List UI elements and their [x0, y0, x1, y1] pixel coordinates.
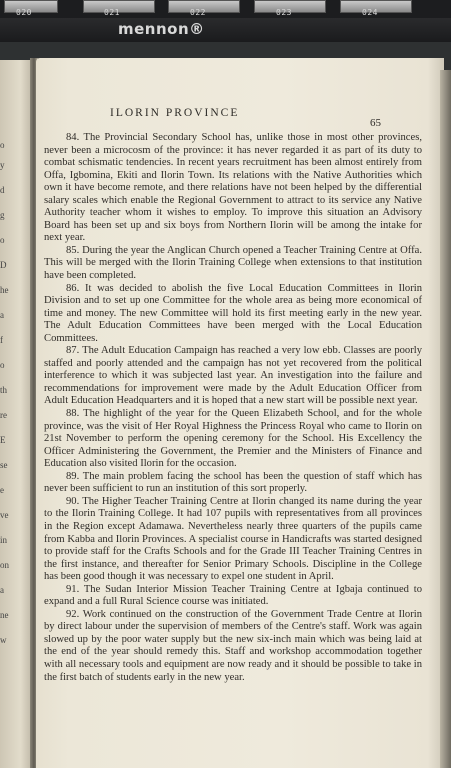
- left-page-fragment: e: [0, 485, 4, 495]
- left-page-fragment: E: [0, 435, 6, 445]
- left-page-fragment: y: [0, 160, 5, 170]
- left-page-fragment: g: [0, 210, 5, 220]
- page-number: 65: [370, 117, 381, 129]
- left-page-fragment: w: [0, 635, 7, 645]
- page-edge: [440, 70, 451, 768]
- film-strip: [0, 0, 451, 20]
- frame-number: 022: [190, 8, 206, 17]
- page-body: [44, 132, 422, 684]
- left-page-fragment: D: [0, 260, 7, 270]
- scanner-brand-logo: mennon®: [118, 20, 205, 38]
- left-page-fragment: ne: [0, 610, 9, 620]
- frame-number: 024: [362, 8, 378, 17]
- paragraph-88: 88. The highlight of the year for the Queen Elizabeth School, and for the whole province, was the visit of Her Royal Highness the Princess Royal who came to Ilorin on 21st November to perform the opening ceremony for the School. His Excellency the Officer Administering the Government, the Premier and the Ministers of Finance and Education also visited Ilorin for the occasion.: [44, 408, 422, 470]
- frame-number: 020: [16, 8, 32, 17]
- paragraph-92: 92. Work continued on the construction of the Government Trade Centre at Ilorin by direct labour under the supervision of members of the Centre's staff. Work was again slowed up by the poor water supply but the new six-inch main which was being laid at the end of the year should remedy this. Staff and workshop accommodation together with all necessary tools and equipment are now ready and it should be possible to take in the first batch of students early in the new year.: [44, 608, 422, 683]
- left-page-fragment: th: [0, 385, 8, 395]
- left-page-fragment: d: [0, 185, 5, 195]
- paragraph-91: 91. The Sudan Interior Mission Teacher Training Centre at Igbaja continued to expand and a full Rural Science course was initiated.: [44, 583, 422, 608]
- paragraph-90: 90. The Higher Teacher Training Centre at Ilorin changed its name during the year to the Ilorin Training College. It had 107 pupils with representatives from all provinces in the Region except Adamawa. Nevertheless nearly three quarters of the pupils came from Kabba and Ilorin Provinces. A specialist course in Handicrafts was started designed to provide staff for the Crafts Schools and for the Grade III Teacher Training Centres in the first instance, and thereafter for Senior Primary Schools. Discipline in the College has been good though it was necessary to expel one student in April.: [44, 495, 422, 583]
- left-page-fragment: in: [0, 535, 8, 545]
- left-page-fragment: f: [0, 335, 3, 345]
- paragraph-85: 85. During the year the Anglican Church opened a Teacher Training Centre at Offa. This will be merged with the Ilorin Training College when extensions to that institution have been completed.: [44, 244, 422, 282]
- previous-page-edge: [0, 60, 34, 768]
- left-page-fragment: re: [0, 410, 7, 420]
- left-page-fragment: on: [0, 560, 9, 570]
- paragraph-87: 87. The Adult Education Campaign has reached a very low ebb. Classes are poorly staffed and poorly attended and the campaign has not yet recovered from the political interference to which it was subjected last year. An investigation into the failure and recommendations for improvement were made by the Adult Education Officer from Adult Education Headquarters and it is hoped that a new start will be possible next year.: [44, 345, 422, 407]
- left-page-fragment: o: [0, 360, 5, 370]
- paragraph-86: 86. It was decided to abolish the five Local Education Committees in Ilorin Division and to set up one Committee for the whole area as being more economical of time and money. The new Committee will hold its first meeting early in the new year. The Adult Education Committees have been merged with the Local Education Committees.: [44, 282, 422, 344]
- frame-number: 023: [276, 8, 292, 17]
- left-page-fragment: a: [0, 310, 4, 320]
- left-page-fragment: o: [0, 140, 5, 150]
- left-page-fragment: ve: [0, 510, 9, 520]
- left-page-fragment: o: [0, 235, 5, 245]
- paragraph-89: 89. The main problem facing the school has been the question of staff which has never been sufficient to run an institution of this sort properly.: [44, 470, 422, 495]
- paragraph-84: 84. The Provincial Secondary School has, unlike those in most other provinces, never been a microcosm of the province: it has never regarded it as part of its duty to combat schismatic tendencies. In recent years recruitment has been almost entirely from Offa, Igbomina, Ekiti and Ilorin Town. Its relations with the Native Authorities which own it have become remote, and there relations have not been helped by the differential salary scales which enable the Regional Government to attract to its service any Native Authority teacher whom it wishes to employ. To improve this situation an Advisory Board has been set up and six boys from Northern Ilorin will be among the intake for next year.: [44, 132, 422, 244]
- running-head: ILORIN PROVINCE: [110, 107, 240, 119]
- left-page-fragment: a: [0, 585, 4, 595]
- left-page-fragment: he: [0, 285, 9, 295]
- left-page-fragment: se: [0, 460, 8, 470]
- scanner-brand-bar: [0, 18, 451, 42]
- frame-number: 021: [104, 8, 120, 17]
